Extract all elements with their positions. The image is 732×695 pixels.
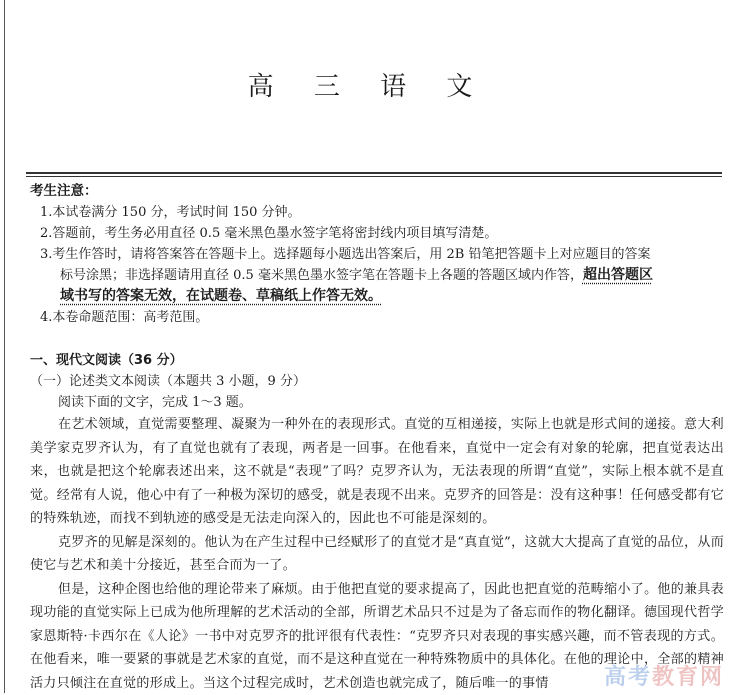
section-instruction: 阅读下面的文字，完成 1～3 题。 [30, 392, 724, 413]
passage-paragraph-1: 在艺术领域，直觉需要整理、凝聚为一种外在的表现形式。直觉的互相递接，实际上也就是形式间的递接。意大利美学家克罗齐认为，有了直觉也就有了表现，两者是一回事。在他看来，直觉中一定会有对象的轮廓，把直觉表达出来，也就是把这个轮廓表述出来，这不就是“表现”了吗？克罗齐认为，无法表现的所谓“直觉”，实际上根本就不是直觉。经常有人说，他心中有了一种极为深切的感受，就是表现不出来。克罗齐的回答是：没有这种事！任何感受都有它的特殊轨迹，而找不到轨迹的感受是无法走向深入的，因此也不可能是深刻的。 [30, 413, 724, 531]
notice-item-3-continued-2 [30, 286, 724, 307]
page-title: 高 三 语 文 [12, 66, 724, 103]
notice-emphasis-2: 域书写的答案无效，在试题卷、草稿纸上作答无效。 [60, 288, 382, 304]
notice-item-1: 1.本试卷满分 150 分，考试时间 150 分钟。 [30, 202, 724, 223]
passage-paragraph-3: 但是，这种企图也给他的理论带来了麻烦。由于他把直觉的要求提高了，因此也把直觉的范畴缩小了。他的兼具表现功能的直觉实际上已成为他所理解的艺术活动的全部，所谓艺术品只不过是为了备忘而作的物化翻译。德国现代哲学家恩斯特·卡西尔在《人论》一书中对克罗齐的批评很有代表性：“克罗齐只对表现的事实感兴趣，而不管表现的方式。在他看来，唯一要紧的事就是艺术家的直觉，而不是这种直觉在一种特殊物质中的具体化。在他的理论中，全部的精神活力只倾注在直觉的形成上。当这个过程完成时，艺术创造也就完成了，随后唯一的事情 [30, 578, 724, 695]
binding-margin-line [4, 0, 5, 693]
notice-item-3 [30, 244, 724, 265]
notice-item-3-continued [30, 265, 724, 286]
reading-section [30, 350, 724, 695]
notice-item-2: 2.答题前，考生务必用直径 0.5 毫米黑色墨水签字笔将密封线内项目填写清楚。 [30, 223, 724, 244]
passage-paragraph-2: 克罗齐的见解是深刻的。他认为在产生过程中已经赋形了的直觉才是“真直觉”，这就大大提高了直觉的品位，从而使它与艺术和美十分接近，甚至合而为一了。 [30, 531, 724, 578]
exam-page [12, 0, 724, 693]
notice-item-3-line2: 标号涂黑；非选择题请用直径 0.5 毫米黑色墨水签字笔在答题卡上各题的答题区域内作答， [60, 268, 583, 283]
watermark-logo: 高考教育网 [604, 660, 724, 691]
section-subheading: （一）论述类文本阅读（本题共 3 小题，9 分） [30, 371, 724, 392]
notice-item-4: 4.本卷命题范围：高考范围。 [30, 307, 724, 328]
notice-heading: 考生注意： [30, 181, 724, 202]
exam-notice [30, 181, 724, 328]
header-divider [26, 172, 722, 177]
notice-emphasis-1: 超出答题区 [583, 267, 653, 283]
section-heading: 一、现代文阅读（36 分） [30, 350, 724, 371]
notice-item-3-line1: 3.考生作答时，请将答案答在答题卡上。选择题每小题选出答案后，用 2B 铅笔把答题卡上对应题目的答案 [40, 247, 651, 262]
